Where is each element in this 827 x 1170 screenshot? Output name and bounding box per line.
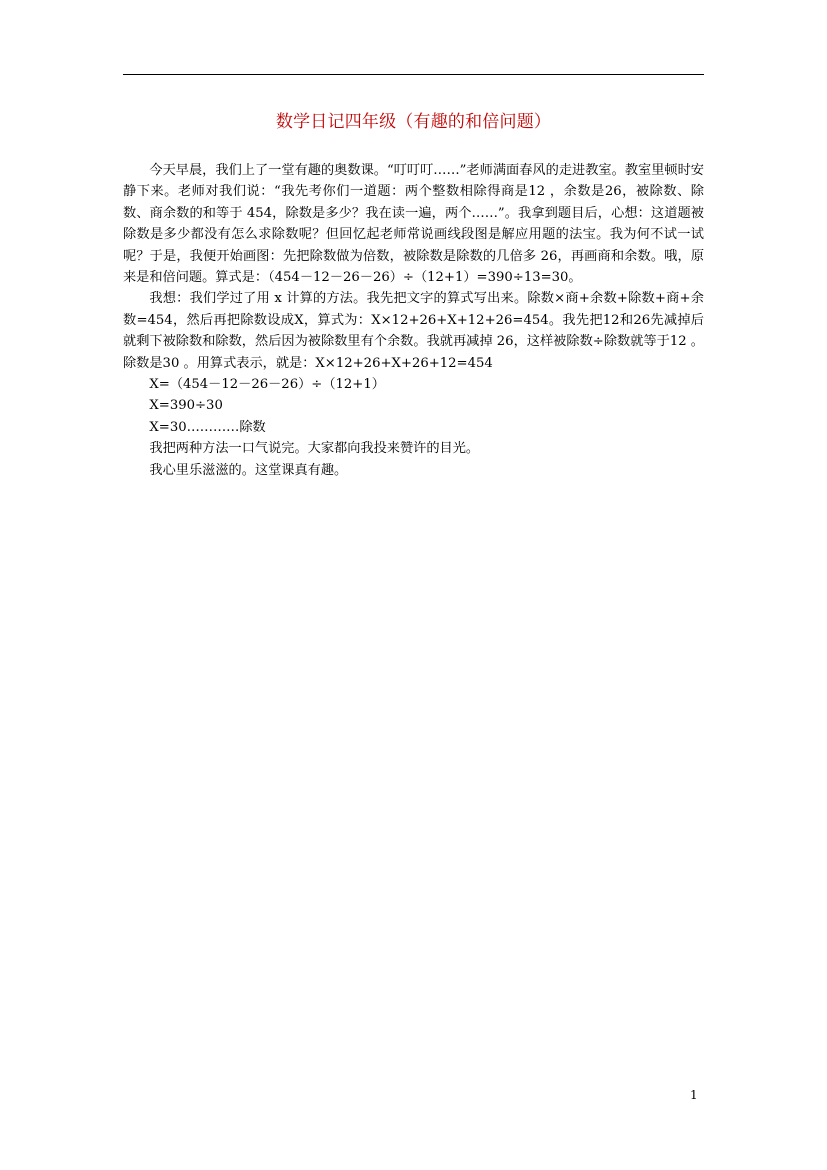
page-number: 1 xyxy=(690,1088,698,1102)
closing-line-1: 我把两种方法一口气说完。大家都向我投来赞许的目光。 xyxy=(149,441,480,457)
closing-line-2: 我心里乐滋滋的。这堂课真有趣。 xyxy=(149,462,348,478)
equation-line-3: X=30…………除数 xyxy=(149,419,266,435)
equation-line-1: X=（454－12－26－26）÷（12+1） xyxy=(149,377,385,393)
document-title: 数学日记四年级（有趣的和倍问题） xyxy=(275,112,552,132)
document-body xyxy=(123,160,704,481)
paragraph-1: 今天早晨，我们上了一堂有趣的奥数课。“叮叮叮……”老师满面春风的走进教室。教室里顿时安静下来。老师对我们说：“我先考你们一道题：两个整数相除得商是12 ，余数是26，被除数、除数、商余数的和等于 454，除数是多少？我在读一遍，两个……”。我拿到题目后，心想：这道题被除数是多少都没有怎么求除数呢？但回忆起老师常说画线段图是解应用题的法宝。我为何不试一试呢？于是，我便开始画图：先把除数做为倍数，被除数是除数的几倍多 26，再画商和余数。哦，原来是和倍问题。算式是：（454－12－26－26）÷（12+1）=390÷13=30。 xyxy=(123,163,704,286)
equation-line-2: X=390÷30 xyxy=(149,398,223,414)
paragraph-2: 我想：我们学过了用 x 计算的方法。我先把文字的算式写出来。除数×商+余数+除数+商+余数=454，然后再把除数设成X，算式为：X×12+26+X+12+26=454。我先把12和26先减掉后就剩下被除数和除数，然后因为被除数里有个余数。我就再减掉 26，这样被除数÷除数就等于12 。除数是30 。用算式表示，就是：X×12+26+X+26+12=454 xyxy=(123,291,704,371)
header-rule xyxy=(123,74,704,75)
